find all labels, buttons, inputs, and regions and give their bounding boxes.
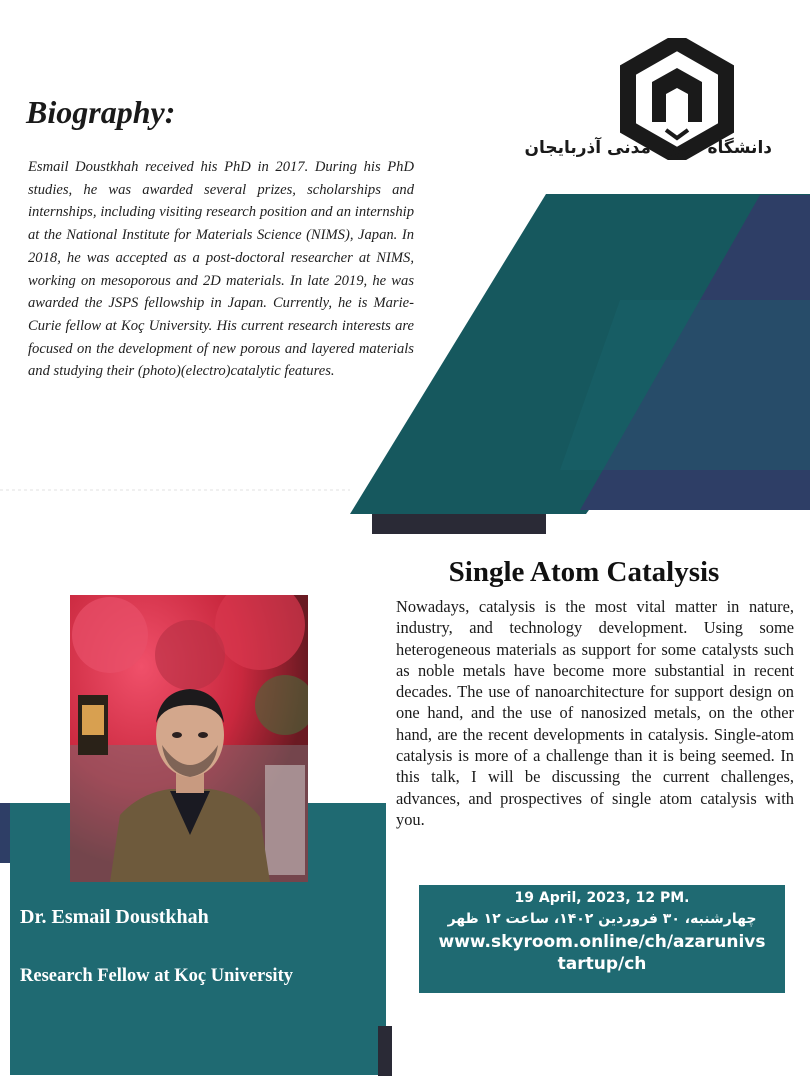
event-info-box	[419, 885, 785, 993]
talk-abstract: Nowadays, catalysis is the most vital matter in nature, industry, and technology development. Using some heterogeneous materials as support for some catalysts such as noble metals have become more substantial in recent decades. The use of nanoarchitecture for support design on one hand, and the use of nanosized metals, on the other hand, are the recent developments in catalysis. Single-atom catalysis is more of a challenge than it is being seemed. In this talk, I will be discussing the current challenges, advances, and prospectives of single atom catalysis with you.	[396, 597, 794, 829]
event-link[interactable]: www.skyroom.online/ch/azarunivstartup/ch	[438, 932, 766, 974]
speaker-name: Dr. Esmail Doustkhah	[20, 906, 209, 928]
biography-heading: Biography:	[26, 94, 176, 130]
dark-stripe-shape	[372, 514, 546, 534]
university-name: دانشگاه شهید مدنی آذربایجان	[524, 138, 772, 158]
event-date: 19 April, 2023, 12 PM.	[514, 890, 690, 906]
left-dark-stripe	[378, 1026, 392, 1076]
speaker-photo	[70, 595, 308, 882]
left-navy-strip	[0, 803, 10, 863]
event-date-persian: چهارشنبه، ۳۰ فروردین ۱۴۰۲، ساعت ۱۲ ظهر	[447, 911, 757, 927]
speaker-role: Research Fellow at Koç University	[20, 966, 293, 986]
talk-title: Single Atom Catalysis	[448, 556, 720, 588]
biography-text: Esmail Doustkhah received his PhD in 2017. During his PhD studies, he was awarded several prizes, scholarships and internships, including visiting research position and an internship at the National Institute for Materials Science (NIMS), Japan. In 2018, he was accepted as a post-doctoral researcher at NIMS, working on mesoporous and 2D materials. In late 2019, he was awarded the JSPS fellowship in Japan. Currently, he is Marie-Curie fellow at Koç University. His current research interests are focused on the development of new porous and layered materials and studying their (photo)(electro)catalytic features.	[28, 159, 414, 380]
